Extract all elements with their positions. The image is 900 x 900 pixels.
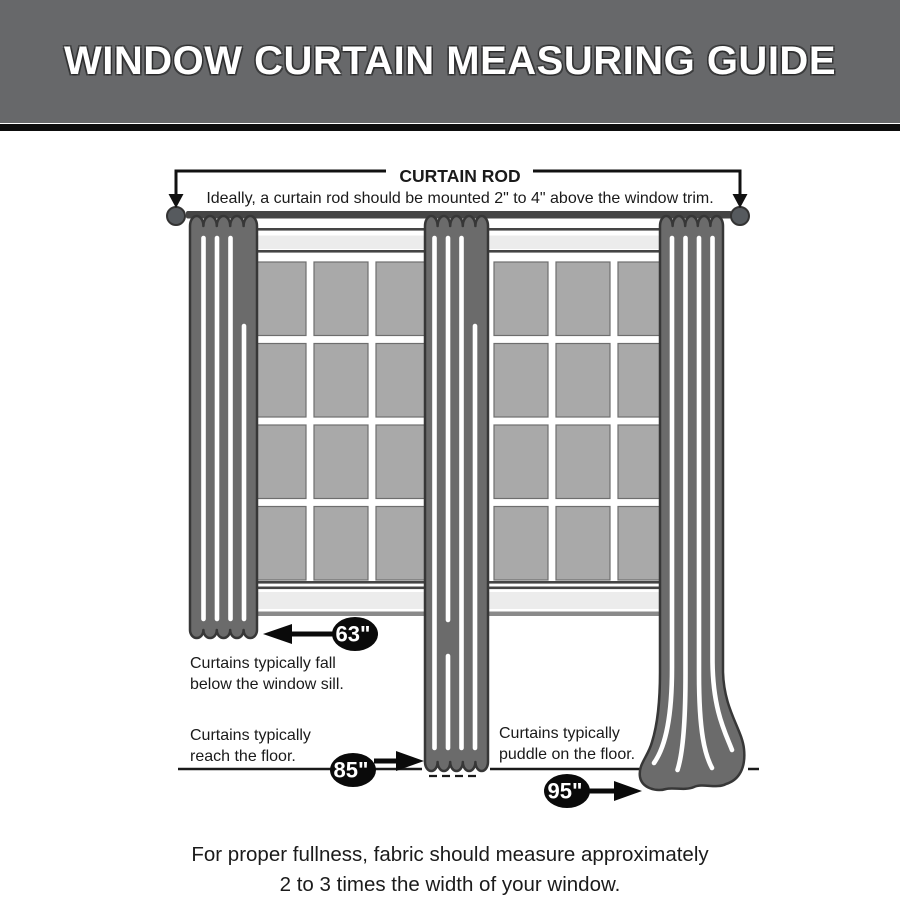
page-title: WINDOW CURTAIN MEASURING GUIDE [64, 39, 836, 83]
floor-caption-line1: Curtains typically [190, 727, 311, 744]
footer-note-line1: For proper fullness, fabric should measure approximately [191, 843, 709, 866]
curtain-left-panel [190, 216, 257, 638]
footer-note [0, 840, 900, 900]
annotation-floor-length [190, 727, 424, 787]
sill-caption-line1: Curtains typically fall [190, 655, 336, 672]
footer-note-line2: 2 to 3 times the width of your window. [279, 873, 621, 896]
down-arrow-icon [169, 194, 184, 208]
sill-caption-line2: below the window sill. [190, 676, 344, 693]
down-arrow-icon [733, 194, 748, 208]
floor-caption-line2: reach the floor. [190, 748, 296, 765]
window-left-panes [252, 262, 430, 580]
puddle-caption-line1: Curtains typically [499, 725, 620, 742]
rod-finial-left [167, 207, 185, 225]
annotation-puddle-length [499, 725, 642, 808]
curtain-floor-length [425, 216, 488, 771]
rod-finial-right [731, 207, 749, 225]
length-value-63: 63" [335, 621, 371, 647]
curtain-rod-note: Ideally, a curtain rod should be mounted 2" to 4" above the window trim. [206, 190, 714, 207]
curtain-rod-callout [169, 166, 748, 208]
right-arrow-icon [614, 781, 642, 801]
curtain-sill-length [190, 216, 257, 638]
puddle-caption-line2: puddle on the floor. [499, 746, 636, 763]
length-value-95: 95" [547, 778, 583, 804]
window-right-panes [494, 262, 672, 580]
length-value-85: 85" [333, 757, 369, 783]
curtain-rod-label: CURTAIN ROD [399, 166, 521, 186]
left-arrow-icon [263, 624, 292, 644]
